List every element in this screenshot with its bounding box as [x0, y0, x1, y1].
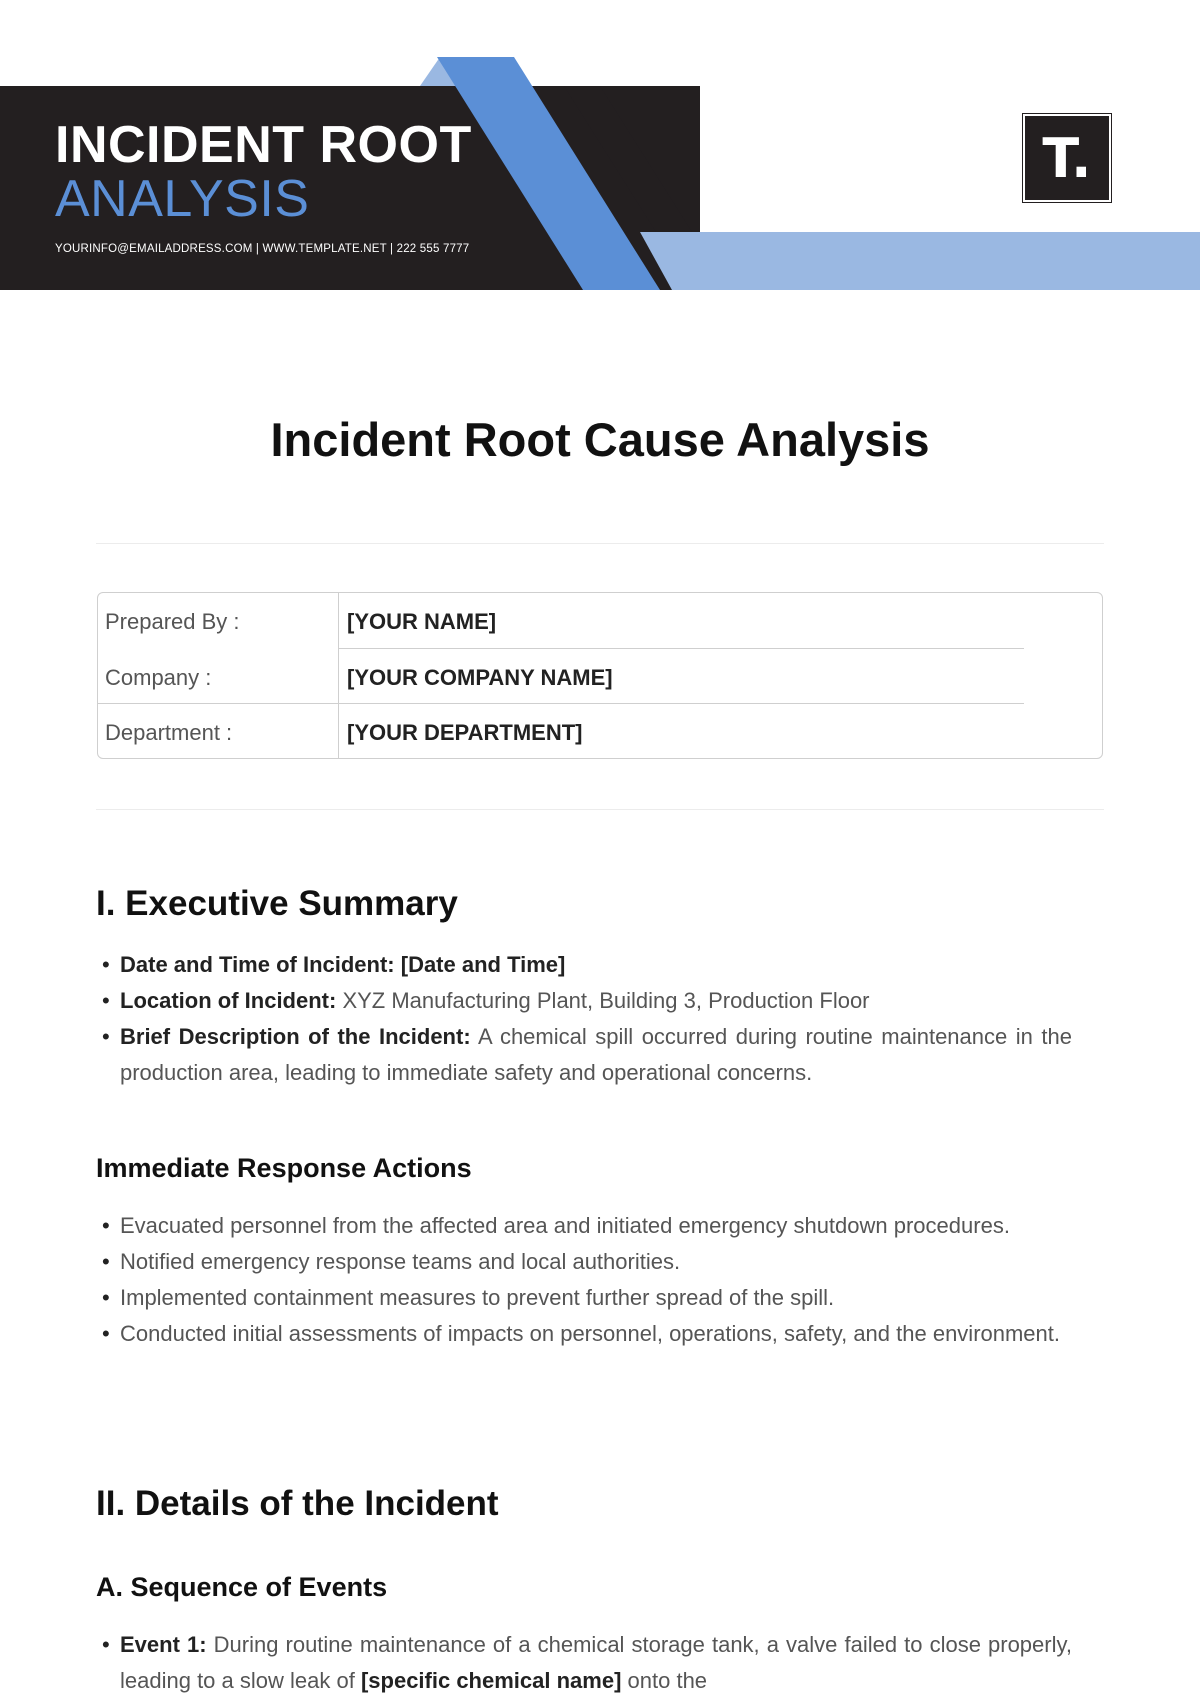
- event-label: Event 1:: [120, 1632, 207, 1657]
- brand-subtitle: ANALYSIS: [55, 170, 310, 228]
- info-value: [YOUR NAME]: [347, 609, 497, 634]
- subheading-immediate-response: Immediate Response Actions: [96, 1153, 472, 1183]
- description-label: Brief Description of the Incident:: [120, 1024, 471, 1049]
- contact-info: YOURINFO@EMAILADDRESS.COM | WWW.TEMPLATE.NET | 222 555 7777: [55, 243, 470, 255]
- info-value: [YOUR DEPARTMENT]: [347, 720, 583, 745]
- list-item: • Implemented containment measures to prevent further spread of the spill.: [102, 1280, 1072, 1316]
- info-table: [97, 592, 1103, 759]
- brand-title: INCIDENT ROOT: [55, 116, 472, 174]
- date-label: Date and Time of Incident: [Date and Time]: [120, 952, 566, 977]
- document-title: Incident Root Cause Analysis: [270, 413, 930, 466]
- divider-bottom: [96, 809, 1104, 810]
- header-banner: [0, 0, 1200, 300]
- event-text: During routine maintenance of a chemical storage tank, a valve failed to close properly, leading to a slow leak of: [120, 1632, 1072, 1693]
- info-value: [YOUR COMPANY NAME]: [347, 665, 613, 690]
- event-text-end: onto the: [627, 1668, 708, 1693]
- response-list: [102, 1208, 1072, 1352]
- info-row-prepared-by: [98, 593, 1104, 649]
- location-label: Location of Incident:: [120, 988, 337, 1013]
- section-heading-incident-details: II. Details of the Incident: [96, 1484, 499, 1523]
- info-label: Department :: [105, 720, 233, 745]
- list-item: • Evacuated personnel from the affected area and initiated emergency shutdown procedures.: [102, 1208, 1072, 1244]
- list-item: • Conducted initial assessments of impacts on personnel, operations, safety, and the environment.: [102, 1316, 1072, 1352]
- summary-list: [102, 947, 1072, 1091]
- info-row-company: [98, 649, 1104, 705]
- logo-text: T.: [1042, 126, 1092, 190]
- list-item: [102, 1627, 1072, 1699]
- subheading-sequence-of-events: A. Sequence of Events: [96, 1572, 388, 1602]
- description-value: A chemical spill occurred during routine maintenance in the production area, leading to immediate safety and operational concerns.: [120, 1024, 1072, 1085]
- divider-top: [96, 543, 1104, 544]
- list-item: [102, 1019, 1072, 1091]
- chemical-name: [specific chemical name]: [360, 1668, 622, 1693]
- list-item: [102, 947, 1072, 983]
- list-item: [102, 983, 1072, 1019]
- company-logo: [1023, 114, 1111, 202]
- list-item: • Notified emergency response teams and local authorities.: [102, 1244, 1072, 1280]
- info-label: Prepared By :: [105, 609, 240, 634]
- section-heading-executive-summary: I. Executive Summary: [96, 884, 458, 923]
- events-list: [102, 1627, 1072, 1699]
- info-label: Company :: [105, 665, 212, 690]
- info-row-department: [98, 704, 1104, 760]
- location-value: XYZ Manufacturing Plant, Building 3, Production Floor: [342, 988, 870, 1013]
